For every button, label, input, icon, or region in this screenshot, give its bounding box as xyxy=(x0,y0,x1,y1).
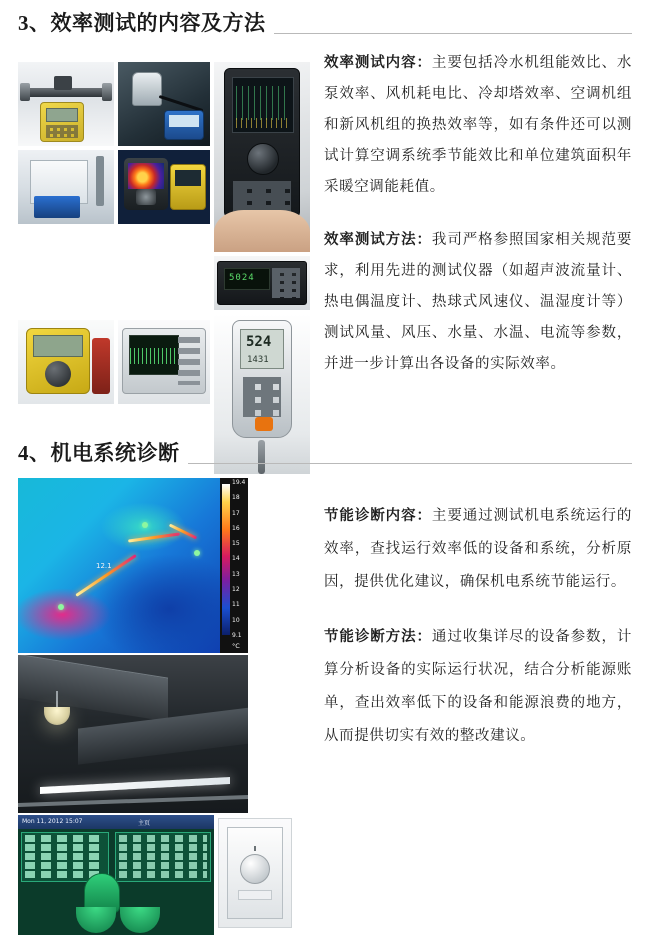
measurement-marker-2 xyxy=(142,522,148,528)
bms-home-label: 主页 xyxy=(138,820,151,827)
scale-tick: 15 xyxy=(232,540,240,548)
waveform-trace-shape xyxy=(236,86,290,120)
hand-shape xyxy=(214,210,310,252)
waveform-trace-secondary-shape xyxy=(236,118,290,128)
transducer-head-shape xyxy=(54,76,72,90)
bench-meter-photo xyxy=(214,256,310,310)
scale-tick: 11 xyxy=(232,601,240,609)
bms-data-row xyxy=(119,862,207,869)
measurement-marker-3 xyxy=(194,550,200,556)
section-3-image-group xyxy=(18,62,310,412)
pump-graphic xyxy=(70,873,166,933)
section-3-paragraph-1-lead: 效率测试内容： xyxy=(324,55,432,71)
thermal-camera-screen-shape xyxy=(128,163,164,189)
section-3-text-column xyxy=(324,48,632,388)
section-4-paragraph-2 xyxy=(324,621,632,753)
bms-title-bar xyxy=(18,815,214,829)
clamp-meter-dial-shape xyxy=(45,361,71,387)
bench-meter-reading: 5024 xyxy=(229,273,255,283)
section-3-paragraph-2-lead: 效率测试方法： xyxy=(324,232,432,248)
thermal-camera-lens-shape xyxy=(136,189,156,205)
bms-data-row xyxy=(25,853,105,860)
ductwork-photo xyxy=(18,655,248,813)
heading-rule xyxy=(274,33,633,34)
scale-tick: 18 xyxy=(232,494,240,502)
clamp-meter-screen-shape xyxy=(33,335,83,357)
thermogram-scene xyxy=(18,478,220,653)
scale-tick: 19.4 xyxy=(232,479,246,486)
scale-tick: 13 xyxy=(232,570,240,578)
yellow-clamp-meter-photo xyxy=(18,320,114,404)
anemometer-secondary-reading: 1431 xyxy=(247,355,269,365)
duct-segment-1-shape xyxy=(18,655,168,722)
hotspot-streak-1-shape xyxy=(75,554,136,597)
section-3-paragraph-2 xyxy=(324,225,632,380)
color-scale-unit: °C xyxy=(232,642,240,650)
hotspot-streak-3-shape xyxy=(169,524,197,540)
rail-end-right-shape xyxy=(102,83,112,101)
analyzer-screen-shape xyxy=(232,77,294,133)
thermostat-dial-shape xyxy=(240,854,270,884)
thermal-imager-photo xyxy=(118,150,210,224)
floor-rail-shape xyxy=(18,795,248,807)
yellow-instrument-shape xyxy=(170,164,206,210)
bms-timestamp: Mon 11, 2012 15:07 xyxy=(22,818,83,825)
bench-meter-body-shape xyxy=(217,261,307,305)
anemometer-body-shape xyxy=(232,320,292,438)
oscilloscope-waveform-shape xyxy=(130,348,178,364)
oscilloscope-photo xyxy=(118,320,210,404)
analyzer-dial-shape xyxy=(247,143,279,175)
scale-tick: 9.1 xyxy=(232,631,242,639)
heading-rule xyxy=(188,463,633,464)
calibration-device-shape xyxy=(34,196,80,218)
clamp-meter-probe-shape xyxy=(92,338,110,394)
stand-arm-shape xyxy=(96,156,104,206)
bench-meter-keypad-shape xyxy=(272,268,300,298)
handheld-analyzer-photo xyxy=(214,62,310,252)
handheld-keypad-shape xyxy=(46,125,78,138)
section-4-paragraph-1 xyxy=(324,500,632,599)
pump-impeller-right-shape xyxy=(120,907,160,933)
bms-data-row xyxy=(25,844,105,851)
pump-impeller-left-shape xyxy=(76,907,116,933)
analyzer-body-shape xyxy=(224,68,300,218)
section-4-paragraph-2-body: 通过收集详尽的设备参数，计算分析设备的实际运行状况，结合分析能源账单，查出效率低下的设备和能源浪费的地方，从而提供切实有效的整改建议。 xyxy=(324,629,632,744)
thermostat-index-mark-shape xyxy=(254,846,256,851)
bms-data-row xyxy=(119,853,207,860)
yellow-instrument-screen-shape xyxy=(175,170,201,186)
bms-monitoring-screen xyxy=(18,815,214,935)
oscilloscope-body-shape xyxy=(122,328,206,394)
lab-calibration-photo xyxy=(18,150,114,224)
hotspot-streak-2-shape xyxy=(128,532,180,542)
section-4-paragraph-1-body: 主要通过测试机电系统运行的效率，查找运行效率低的设备和系统，分析原因，提供优化建议，确保机电系统节能运行。 xyxy=(324,508,632,590)
sensor-body-shape xyxy=(132,72,162,106)
anemometer-orange-button-shape xyxy=(255,417,273,431)
bench-meter-screen-shape xyxy=(224,268,270,290)
section-4-paragraph-2-lead: 节能诊断方法： xyxy=(324,629,432,645)
section-3-title: 3、效率测试的内容及方法 xyxy=(18,11,266,35)
room-thermostat-photo xyxy=(218,818,292,928)
pressure-sensor-photo xyxy=(118,62,210,146)
lamp-stem-shape xyxy=(56,691,58,707)
thermostat-switch-slot-shape xyxy=(238,890,272,900)
scale-tick: 14 xyxy=(232,555,240,563)
scale-tick: 10 xyxy=(232,616,240,624)
ceiling-lamp-shape xyxy=(44,707,70,725)
section-3-paragraph-2-body: 我司严格参照国家相关规范要求，利用先进的测试仪器（如超声波流量计、热电偶温度计、热球式风速仪、温湿度计等）测试风量、风压、水量、水温、电流等参数，并进一步计算出各设备的实际效率。 xyxy=(324,232,632,372)
section-heading-4 xyxy=(18,438,632,468)
infrared-thermogram xyxy=(18,478,248,653)
color-scale-ticks xyxy=(232,480,247,639)
clamp-meter-body-shape xyxy=(26,328,90,394)
section-4-paragraph-1-lead: 节能诊断内容： xyxy=(324,508,432,524)
anemometer-screen-shape xyxy=(240,329,284,369)
anemometer-primary-reading: 524 xyxy=(246,334,272,350)
bms-data-row xyxy=(119,835,207,842)
section-4-text-column xyxy=(324,500,632,761)
thermogram-spot-label: 12.1 xyxy=(96,562,112,570)
section-4-title: 4、机电系统诊断 xyxy=(18,441,180,465)
section-3-paragraph-1-body: 主要包括冷水机组能效比、水泵效率、风机耗电比、冷却塔效率、空调机组和新风机组的换热效率等，如有条件还可以测试计算空调系统季节能效比和单位建筑面积年采暖空调能耗值。 xyxy=(324,55,632,195)
scale-tick: 16 xyxy=(232,524,240,532)
thermogram-color-scale xyxy=(220,478,248,653)
scale-tick: 17 xyxy=(232,509,240,517)
oscilloscope-knobs-shape xyxy=(178,337,200,385)
oscilloscope-screen-shape xyxy=(129,335,179,375)
anemometer-keypad-shape xyxy=(243,377,281,417)
thermal-camera-body-shape xyxy=(124,158,168,210)
data-logger-screen-shape xyxy=(169,115,199,127)
bms-data-row xyxy=(25,835,105,842)
ultrasonic-flowmeter-rail-photo xyxy=(18,62,114,146)
handheld-screen-shape xyxy=(46,108,78,122)
bms-data-row xyxy=(25,862,105,869)
handheld-unit-shape xyxy=(40,102,84,142)
measurement-marker-1 xyxy=(58,604,64,610)
section-heading-3 xyxy=(18,8,632,38)
thermostat-faceplate-shape xyxy=(227,827,283,919)
scale-tick: 12 xyxy=(232,586,240,594)
rail-end-left-shape xyxy=(20,83,30,101)
color-scale-gradient xyxy=(222,484,230,635)
bms-data-row xyxy=(119,844,207,851)
data-logger-shape xyxy=(164,110,204,140)
linear-light-fixture-shape xyxy=(40,777,230,794)
section-3-paragraph-1 xyxy=(324,48,632,203)
